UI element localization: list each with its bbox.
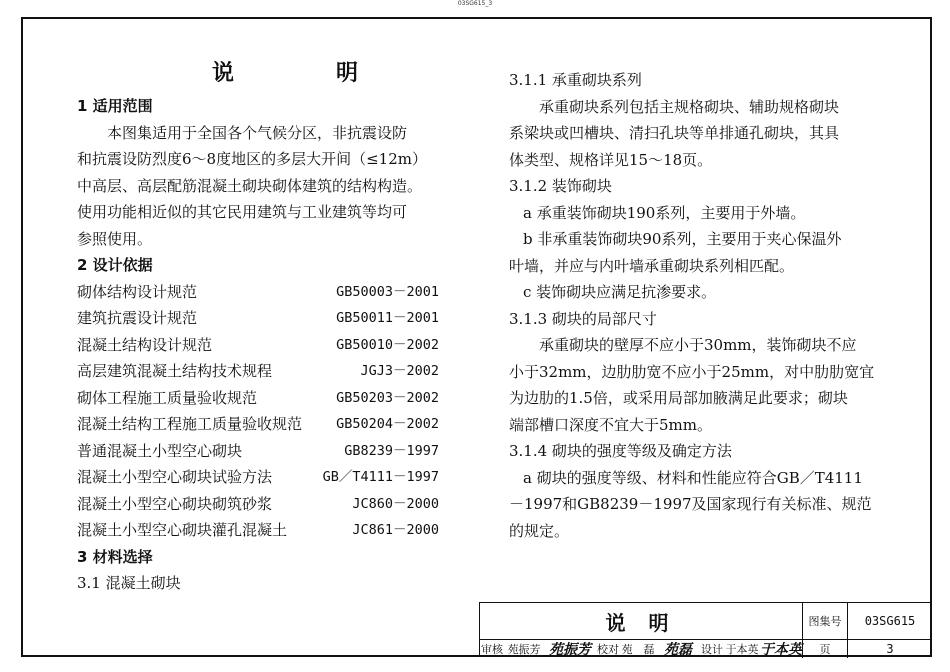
standard-code: GB8239－1997 (344, 442, 439, 459)
text-line: 为边肋的1.5倍，或采用局部加腋满足此要求；砌块 (509, 389, 848, 407)
standard-code: GB50003－2001 (336, 283, 439, 300)
text-line: a 砌块的强度等级、材料和性能应符合GB／T4111 (523, 468, 863, 487)
section-heading: 1 适用范围 (77, 97, 153, 115)
standard-name: 混凝土小型空心砌块砌筑砂浆 (77, 494, 273, 513)
reviewer-signature: 苑振芳 (549, 641, 591, 658)
checker-name: 苑 磊 (621, 642, 655, 656)
standard-name: 砌体工程施工质量验收规范 (77, 388, 258, 407)
text-line: c 装饰砌块应满足抗渗要求。 (523, 283, 717, 301)
text-line: 3.1.2 装饰砌块 (509, 177, 612, 195)
checker-signature: 苑磊 (664, 641, 692, 658)
standard-code: GB／T4111－1997 (322, 469, 439, 485)
text-line: 体类型、规格详见15～18页。 (509, 150, 713, 169)
text-line: 使用功能相近似的其它民用建筑与工业建筑等均可 (77, 203, 408, 221)
text-line: 中高层、高层配筋混凝土砌块砌体建筑的结构构造。 (77, 176, 423, 195)
atlas-number: 03SG615 (864, 614, 916, 628)
standard-name: 混凝土小型空心砌块试验方法 (77, 468, 273, 486)
designer-signature: 于本英 (760, 641, 802, 658)
standard-row (77, 385, 439, 412)
text-line: 小于32mm，边肋肋宽不应小于25mm，对中肋肋宽宜 (509, 362, 875, 381)
text-line: 系梁块或凹槽块、清扫孔块等单排通孔砌块，其具 (509, 124, 840, 142)
standard-code: GB50011－2001 (336, 310, 439, 326)
text-line: 本图集适用于全国各个气候分区，非抗震设防 (107, 123, 408, 142)
page-title: 说 明 (212, 61, 399, 86)
standard-name: 普通混凝土小型空心砌块 (77, 441, 243, 460)
standard-code: GB50010－2002 (336, 336, 439, 353)
section-heading: 2 设计依据 (77, 256, 153, 274)
title-block-row-bottom (480, 639, 932, 658)
standard-row (77, 358, 439, 385)
standard-name: 混凝土小型空心砌块灌孔混凝土 (77, 521, 288, 539)
text-line: 的规定。 (509, 521, 570, 540)
standard-row (77, 517, 439, 544)
standard-code: JC860－2000 (352, 495, 439, 512)
review-label: 审核 (481, 642, 503, 656)
text-line: －1997和GB8239－1997及国家现行有关标准、规范 (509, 495, 872, 513)
title-block-row-top (480, 603, 932, 640)
standard-code: JC861－2000 (352, 522, 439, 538)
standard-row (77, 438, 439, 465)
standard-row (77, 332, 439, 359)
atlas-number-label: 图集号 (808, 615, 842, 628)
text-line: 承重砌块系列包括主规格砌块、辅助规格砌块 (539, 97, 840, 116)
section-heading: 3 材料选择 (77, 547, 153, 566)
standard-row (77, 279, 439, 306)
text-line: a 承重装饰砌块190系列，主要用于外墙。 (523, 203, 806, 222)
standard-name: 高层建筑混凝土结构技术规程 (77, 362, 273, 380)
right-column (509, 67, 874, 544)
page-number: 3 (886, 641, 894, 656)
standard-name: 建筑抗震设计规范 (77, 309, 198, 327)
sheet-title: 说 明 (605, 610, 677, 635)
standard-name: 混凝土结构工程施工质量验收规范 (77, 415, 303, 433)
standard-code: GB50203－2002 (336, 389, 439, 406)
designer-name: 于本英 (725, 642, 759, 656)
text-line: 端部槽口深度不宜大于5mm。 (509, 415, 712, 434)
text-line: 承重砌块的壁厚不应小于30mm，装饰砌块不应 (539, 336, 857, 354)
design-label: 设计 (701, 642, 723, 656)
check-label: 校对 (597, 642, 619, 656)
standard-name: 混凝土结构设计规范 (77, 335, 213, 354)
text-line: 3.1 混凝土砌块 (77, 574, 181, 592)
standard-name: 砌体结构设计规范 (77, 282, 198, 301)
standard-code: GB50204－2002 (336, 416, 439, 432)
text-line: 3.1.1 承重砌块系列 (509, 71, 642, 89)
standard-row (77, 411, 439, 438)
text-line: 参照使用。 (77, 229, 153, 248)
left-column (77, 93, 439, 597)
text-line: 和抗震设防烈度6～8度地区的多层大开间（≤12m） (77, 150, 427, 168)
standard-row (77, 305, 439, 332)
reviewer-name: 苑振芳 (507, 642, 541, 656)
standard-row (77, 491, 439, 518)
page-label: 页 (819, 642, 831, 656)
text-line: 叶墙，并应与内叶墙承重砌块系列相匹配。 (509, 256, 795, 275)
text-line: 3.1.3 砌块的局部尺寸 (509, 309, 657, 328)
standard-code: JGJ3－2002 (360, 363, 439, 379)
page-header-caption: 03SG615_3 (457, 0, 493, 7)
text-line: b 非承重装饰砌块90系列，主要用于夹心保温外 (523, 230, 842, 248)
text-line: 3.1.4 砌块的强度等级及确定方法 (509, 442, 732, 460)
title-block (479, 602, 932, 657)
standard-row (77, 464, 439, 491)
